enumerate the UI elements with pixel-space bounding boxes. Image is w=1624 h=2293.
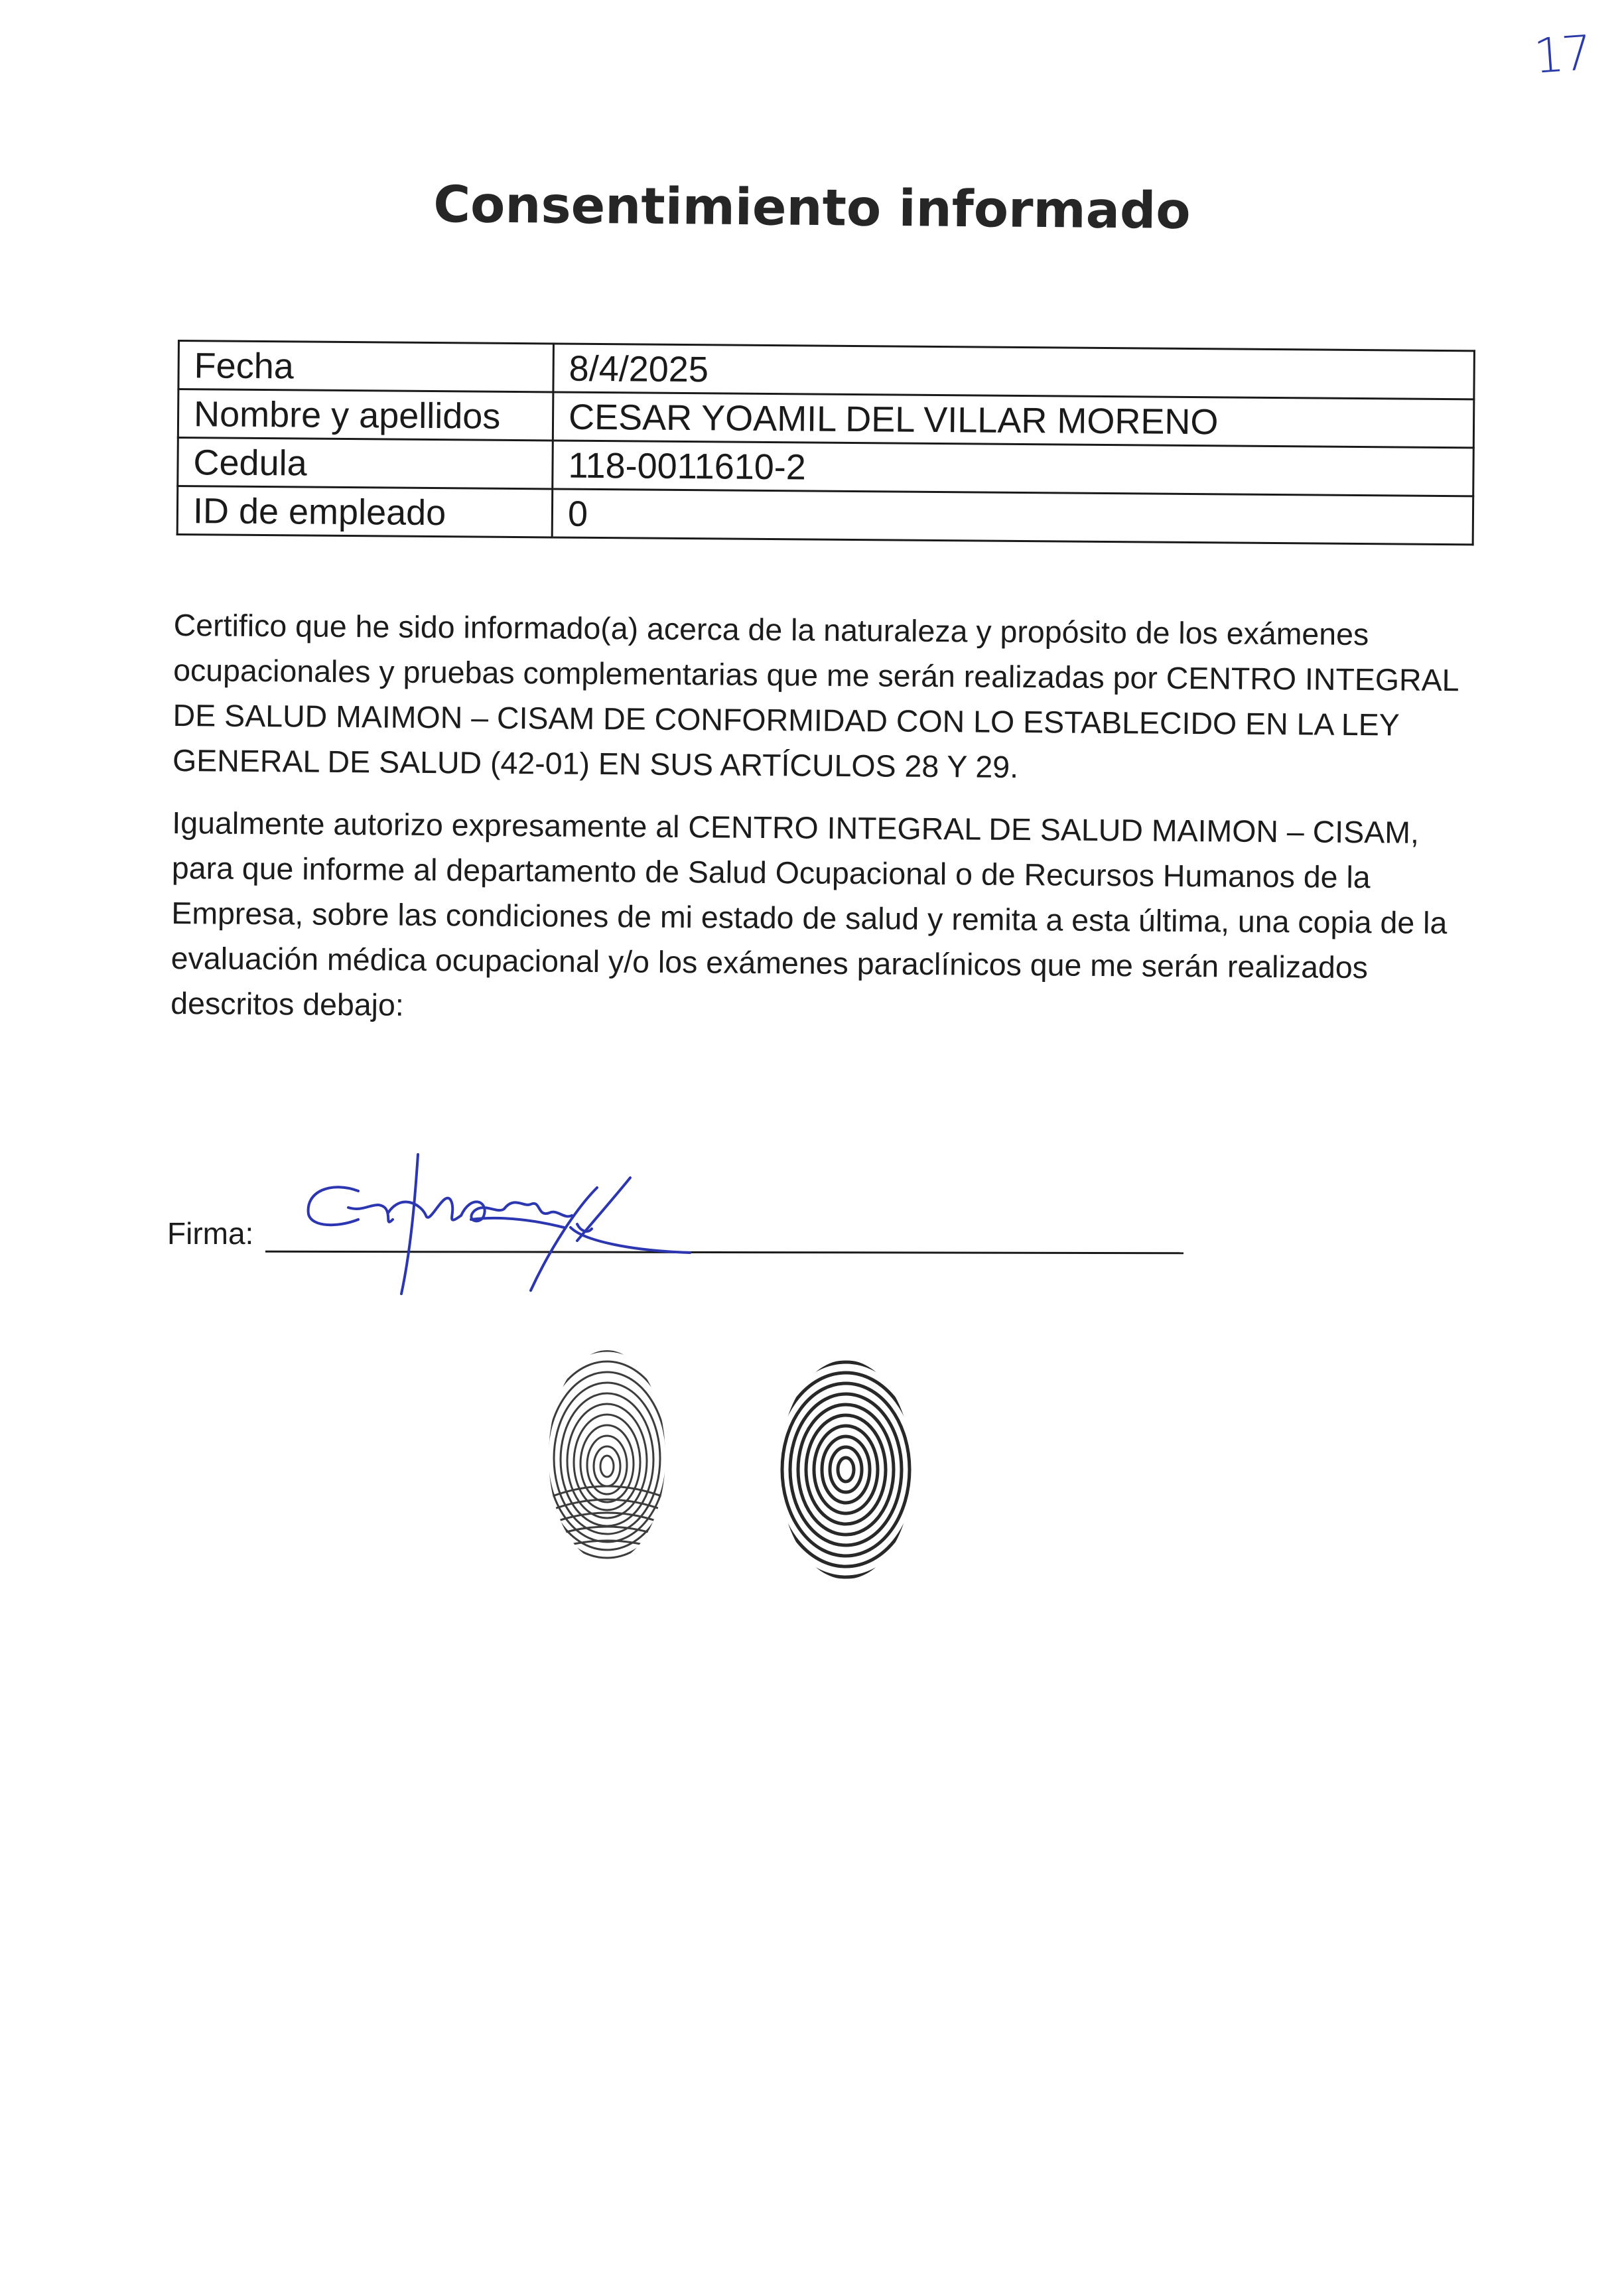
certification-paragraph: Certifico que he sido informado(a) acerca de la naturaleza y propósito de los exámenes ocupacionales y pruebas complementarias que me serán realizadas por CENTRO INTEGRAL DE SALUD MAIMON – CISAM DE CONFORMIDAD CON LO ESTABLECIDO EN LA LEY GENERAL DE SALUD (42-01) EN SUS ARTÍCULOS 28 Y 29. [172, 607, 1458, 785]
cedula-label: Cedula [178, 438, 553, 489]
table-row-id-empleado [177, 486, 1473, 545]
firma-label: Firma: [167, 1216, 254, 1251]
id-empleado-label: ID de empleado [177, 486, 553, 537]
id-empleado-value: 0 [552, 489, 1473, 545]
nombre-value: CESAR YOAMIL DEL VILLAR MORENO [553, 392, 1474, 448]
personal-info-table [176, 340, 1475, 545]
fecha-value: 8/4/2025 [553, 344, 1475, 399]
authorization-paragraph: Igualmente autorizo expresamente al CENTRO INTEGRAL DE SALUD MAIMON – CISAM, para que informe al departamento de Salud Ocupacional o de Recursos Humanos de la Empresa, sobre las condiciones de mi estado de salud y remita a esta última, una copia de la evaluación médica ocupacional y/o los exámenes paraclínicos que me serán realizados descritos debajo: [170, 805, 1448, 1022]
right-thumbprint [758, 1352, 933, 1588]
fingerprint-images [517, 1340, 955, 1619]
left-thumbprint [534, 1351, 680, 1558]
fecha-label: Fecha [178, 341, 554, 392]
handwritten-page-number: 17 [1532, 25, 1591, 84]
consent-text [170, 602, 1474, 1053]
page-title: Consentimiento informado [433, 174, 1191, 240]
nombre-label: Nombre y apellidos [178, 389, 553, 441]
handwritten-signature [285, 1141, 736, 1314]
cedula-value: 118-0011610-2 [553, 441, 1474, 496]
